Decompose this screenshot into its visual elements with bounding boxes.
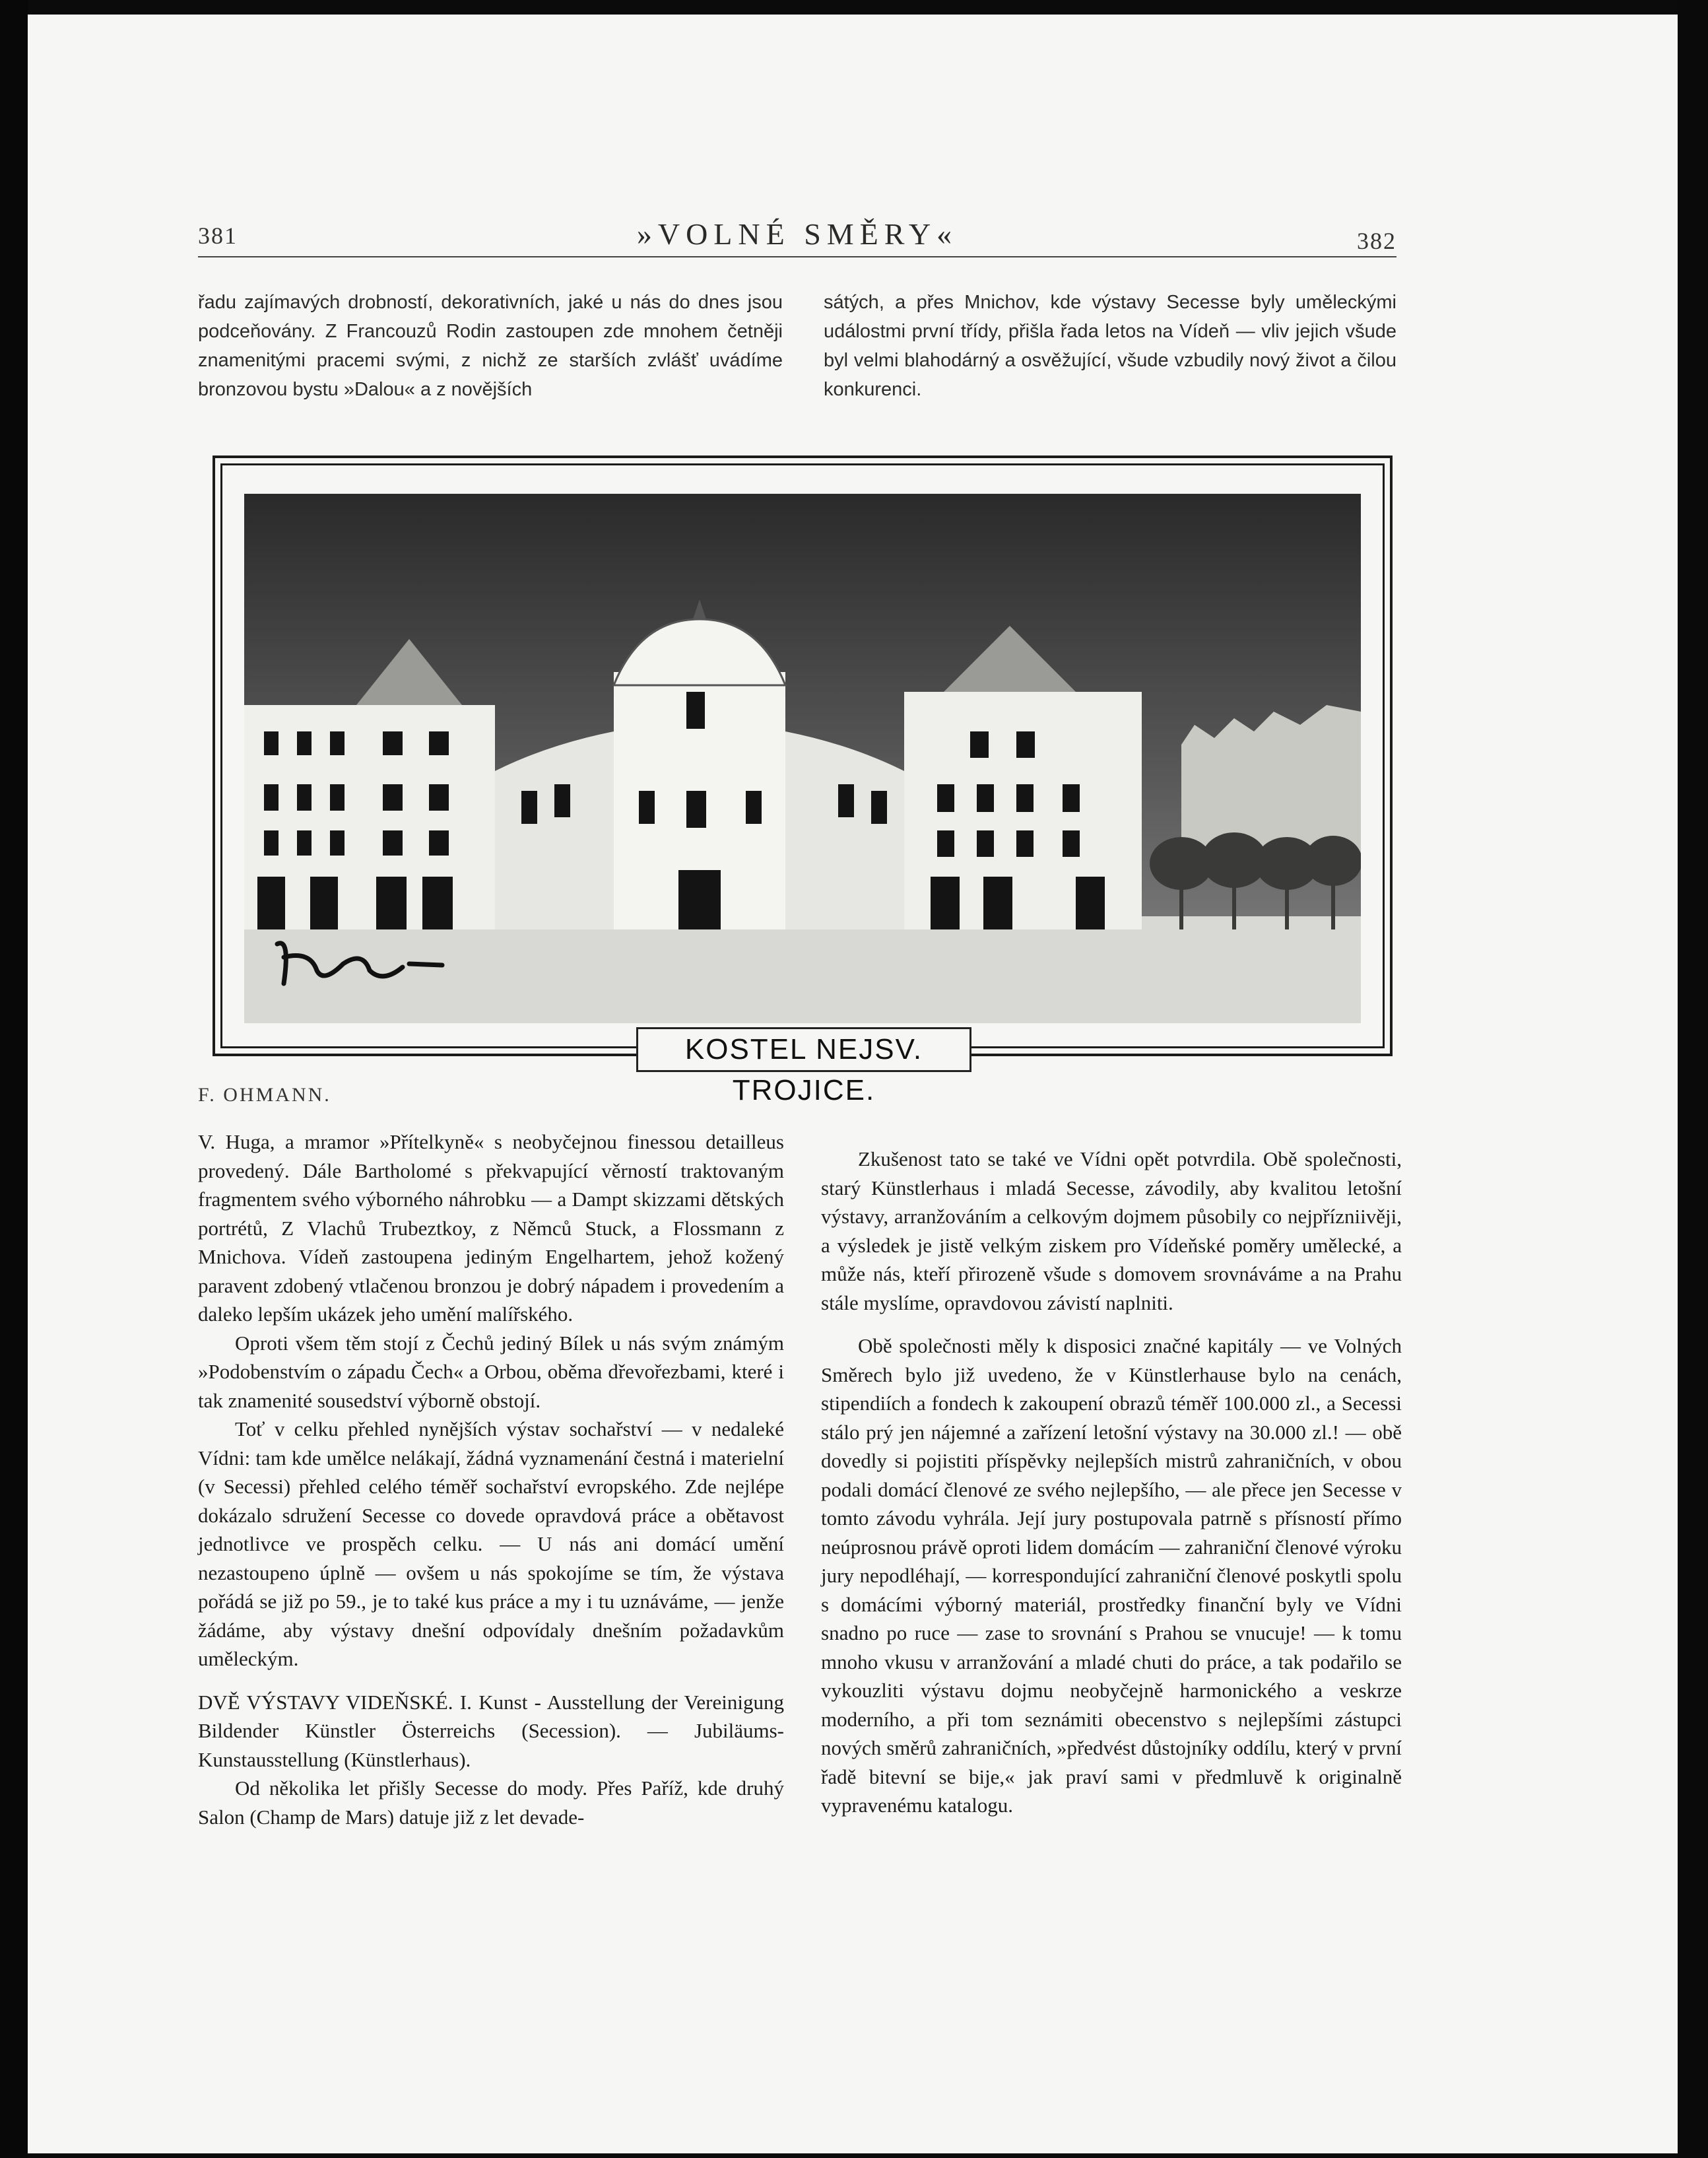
illustration-caption: KOSTEL NEJSV. TROJICE. — [636, 1027, 971, 1072]
running-header — [198, 210, 1396, 257]
scan-edge-shadow — [1678, 0, 1708, 2158]
top-text-right-column — [824, 288, 1396, 404]
paragraph: sátých, a přes Mnichov, kde výstavy Secesse byly uměleckými událostmi první třídy, přišla řada letos na Vídeň — vliv jejich všude byl velmi blahodárný a osvěžující, všude vzbudily nový život a čilou konkurenci. — [824, 292, 1396, 400]
running-title: »VOLNÉ SMĚRY« — [636, 217, 958, 251]
top-text-left-column — [198, 288, 783, 404]
paragraph: řadu zajímavých drobností, dekorativních, jaké u nás do dnes jsou podceňovány. Z Francouzů Rodin zastoupen zde mnohem četněji znamenitými pracemi svými, z nichž ze starších zvlášť uvádíme bronzovou bystu »Dalou« a z novějších — [198, 292, 783, 400]
paragraph: V. Huga, a mramor »Přítelkyně« s neobyčejnou finessou detailleus provedený. Dále Bartholomé s překvapující věrností traktovaným fragmentem svého výborného náhrobku — a Dampt skizzami dětských portrétů, Z Vlachů Trubeztkoy, z Němců Stuck, a Flossmann z Mnichova. Vídeň zastoupena jediným Engelhartem, jehož kožený paravent zdobený vtlačenou bronzou je dobrý nápadem i provedením a daleko lepším ukázek jeho umění malířského. — [198, 1130, 784, 1326]
body-left-column — [198, 1128, 784, 1831]
body-right-column — [821, 1145, 1402, 1820]
paragraph: Obě společnosti měly k disposici značné kapitály — ve Volných Směrech bylo již uvedeno, že v Künstlerhause bylo na cenách, stipendiích a fondech k zakoupení obrazů téměř 100.000 zl., a Secessi stálo prý jen nájemné a zařízení letošní výstavy na 30.000 zl.! — obě dovedly si pojistiti příspěvky nejlepších mistrů zahraničních, v obou podali domácí členové ze svého nejlepšího, — ale přece jen Secesse v tomto závodu vyhrála. Její jury postupovala patrně s přísností přímo neúprosnou právě oproti lidem domácím — zahraniční členové výroku jury nepodléhají, — korrespondující zahraniční členové poskytli spolu s domácími výborný materiál, prostředky finanční byly ve Vídni snadno po ruce — zase to srovnání s Prahou se vnucuje! — k tomu mnoho vkusu v arranžování a mladé chuti do práce, a tak podařilo se vykouzliti výstavu dojmu neobyčejně harmonického a veskrze moderního, a při tom seznámiti obecenstvo s nejlepšími zástupci nových směrů zahraničních, »předvést důstojníky oddílu, který v první řadě bitevní se bije,« jak praví sami v předmluvě k originalně vypravenému katalogu. — [821, 1334, 1402, 1817]
section-heading: DVĚ VÝSTAVY VIDEŇSKÉ. I. Kunst - Ausstellung der Vereinigung Bildender Künstler Österreichs (Secession). — Jubiläums-Kunstausstellung (Künstlerhaus). — [198, 1690, 784, 1771]
author-credit: F. OHMANN. — [198, 1084, 331, 1106]
paragraph: Od několika let přišly Secesse do mody. Přes Paříž, kde druhý Salon (Champ de Mars) datuje již z let devade- — [198, 1776, 784, 1829]
page-number-right: 382 — [1357, 228, 1396, 254]
artist-signature — [271, 931, 449, 1003]
paragraph: Toť v celku přehled nynějších výstav sochařství — v nedaleké Vídni: tam kde umělce nelákají, žádná vyznamenání čestná i materielní (v Secessi) přehled celého téměř sochařství evropského. Zde nejlépe dokázalo sdružení Secesse co dovede opravdová práce a obětavost jednotlivce ve prospěch celku. — U nás ani domácí umění nezastoupeno úplně — ovšem u nás spokojíme se tím, že výstava pořádá se již po 59., je to také kus práce a my i tu uznáváme, — jenže žádáme, aby výstavy dnešní odpovídaly dnešním požadavkům uměleckým. — [198, 1417, 784, 1670]
paragraph: Zkušenost tato se také ve Vídni opět potvrdila. Obě společnosti, starý Künstlerhaus i mladá Secesse, závodily, aby kvalitou letošní výstavy, arranžováním a celkovým dojmem působily co nejpřízniivěji, a výsledek je jistě velkým ziskem pro Vídeňské poměry umělecké, a může nás, kteří přirozeně všude s domovem srovnáváme a na Prahu stále myslíme, opravdovou závistí naplniti. — [821, 1147, 1402, 1314]
paragraph: Oproti všem těm stojí z Čechů jediný Bílek u nás svým známým »Podobenstvím o západu Čech« a Orbou, oběma dřevořezbami, které i tak znamenité sousedství výborně obstojí. — [198, 1331, 784, 1412]
book-spine-shadow — [0, 0, 28, 2158]
page-number-left: 381 — [198, 222, 238, 249]
